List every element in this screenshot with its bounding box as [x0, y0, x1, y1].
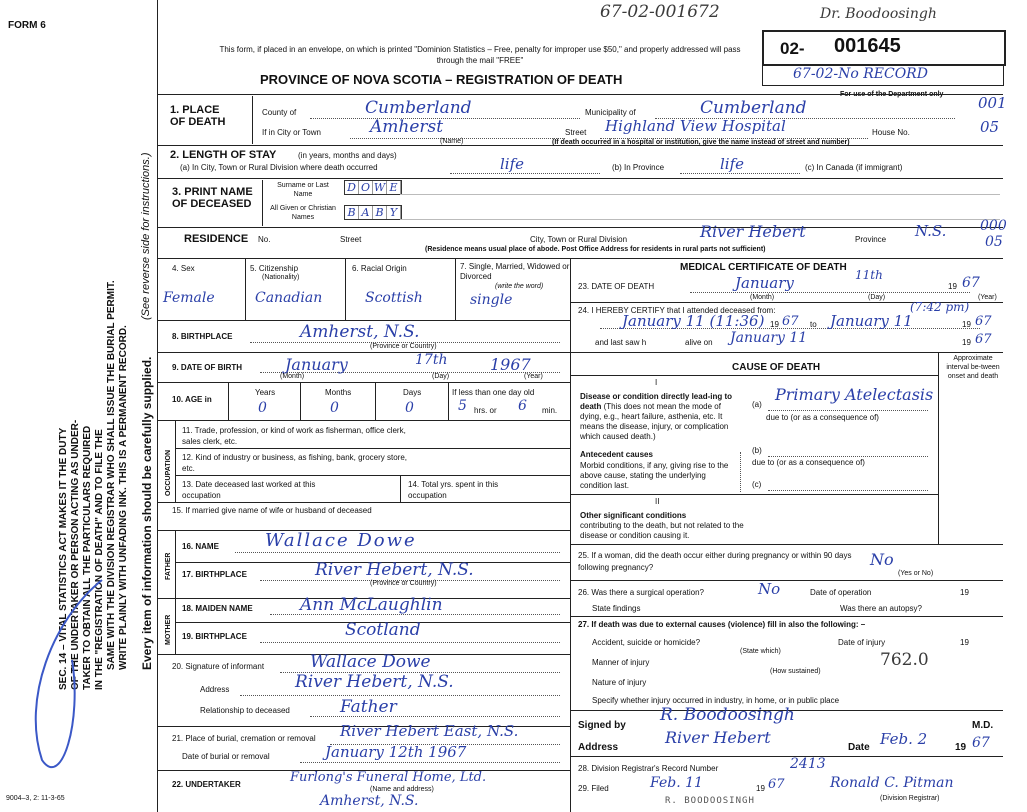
direct-cause-rest: (This does not mean the mode of dying, e.g., heart failure, asthenia, etc. It means the disease, injury, or complication which caused death.) — [580, 402, 729, 441]
state-which: (State which) — [740, 648, 781, 655]
f-name-label: 16. NAME — [182, 542, 219, 551]
age-mins: 6 — [518, 398, 527, 414]
to-label: to — [810, 320, 817, 329]
county-value: Cumberland — [365, 98, 472, 118]
occupation-side-label: OCCUPATION — [165, 449, 172, 496]
side-text-b: OF THE UNDERTAKER OR PERSON ACTING AS UNDER- — [70, 419, 81, 690]
registrar-label: (Division Registrar) — [880, 795, 940, 802]
code-001: 001 — [978, 94, 1007, 112]
alive-label: and last saw h — [595, 338, 647, 347]
f-birth-value: River Hebert, N.S. — [315, 560, 474, 580]
autopsy-label: Was there an autopsy? — [840, 604, 922, 613]
dob-day: 17th — [415, 352, 448, 368]
burial-date-label: Date of burial or removal — [182, 752, 270, 761]
res-city-value: River Hebert — [700, 222, 806, 241]
residence-note: (Residence means usual place of abode. Post Office Address for residents in rural parts not sufficient) — [425, 246, 766, 253]
cause-i: I — [655, 378, 658, 387]
burial-value: River Hebert East, N.S. — [340, 722, 519, 740]
side-text-g: Every item of information should be carefully supplied. — [140, 356, 154, 670]
manner-label: Manner of injury — [592, 658, 650, 667]
q11-label: 11. Trade, profession, or kind of work as fisherman, office clerk, sales clerk, etc. — [182, 426, 406, 446]
signer-stamp: R. BOODOOSINGH — [665, 796, 755, 806]
code-762: 762.0 — [880, 650, 929, 670]
q14-label: 14. Total yrs. spent in this occupation — [408, 480, 499, 500]
side-text-c: TAKER TO OBTAIN ALL THE PARTICULARS REQUIRED — [82, 425, 93, 690]
cause-b-label: (b) — [752, 446, 762, 455]
filed-yr: 67 — [768, 777, 785, 792]
q25-label: 25. If a woman, did the death occur either during pregnancy or within 90 days following pregnancy? — [578, 551, 852, 572]
dod-month-lbl: (Month) — [750, 294, 775, 301]
direct-cause-bold: Disease or condition directly lead-ing to death — [580, 392, 733, 411]
undertaker-addr: Amherst, N.S. — [320, 793, 419, 809]
code-05: 05 — [980, 118, 1000, 136]
q23-label: 23. DATE OF DEATH — [578, 282, 655, 291]
municipality-value: Cumberland — [700, 98, 807, 118]
rel-value: Father — [340, 697, 397, 717]
side-text-e: SAME WITH THE DIVISION REGISTRAR WHO SHALL ISSUE THE BURIAL PERMIT. — [106, 280, 117, 670]
stay-label: 2. LENGTH OF STAY — [170, 149, 277, 161]
mail-notice: This form, if placed in an envelope, on which is printed "Dominion Statistics – Free, penalty for improper use $50," and properly addressed will pass through the mail "FREE" — [219, 45, 741, 65]
age-years: 0 — [258, 400, 267, 416]
q27-label: 27. If death was due to external causes (violence) fill in also the following: – — [578, 620, 866, 629]
reg-prefix: 02- — [780, 39, 805, 58]
med-title: MEDICAL CERTIFICATE OF DEATH — [680, 262, 847, 273]
given-cells — [344, 205, 402, 220]
dob-year: 1967 — [490, 355, 531, 374]
burial-label: 21. Place of burial, cremation or removal — [172, 734, 316, 743]
due-b: due to (or as a consequence of) — [752, 458, 865, 467]
birthplace-value: Amherst, N.S. — [300, 322, 420, 342]
cause-title: CAUSE OF DEATH — [732, 362, 821, 373]
op-19: 19 — [960, 588, 969, 597]
top-handwritten-name: Dr. Boodoosingh — [820, 6, 937, 22]
q26-label: 26. Was there a surgical operation? — [578, 588, 704, 597]
inf-addr-value: River Hebert, N.S. — [295, 672, 454, 692]
surname-cell: W — [373, 181, 386, 194]
m-name-label: 18. MAIDEN NAME — [182, 604, 253, 613]
city-name-sub: (Name) — [440, 138, 464, 145]
municipality-label: Municipality of — [585, 108, 636, 117]
age-hrs: 5 — [458, 398, 467, 414]
side-text-a: SEC. 14 – VITAL STATISTICS ACT MAKES IT THE DUTY — [58, 427, 69, 690]
form-title: PROVINCE OF NOVA SCOTIA – REGISTRATION OF DEATH — [260, 72, 623, 87]
given-cell: Y — [387, 206, 401, 219]
inf-value: Wallace Dowe — [310, 652, 431, 672]
sig-address-label: Address — [578, 742, 619, 753]
alive-label2: alive on — [685, 338, 713, 347]
print-code: 9004–3, 2: 11-3-65 — [6, 795, 65, 802]
q26-value: No — [758, 580, 781, 598]
cit-label: 5. Citizenship — [250, 264, 299, 273]
state-findings: State findings — [592, 604, 641, 613]
res-street-label: Street — [340, 235, 362, 244]
margin-scribble — [12, 560, 122, 780]
antecedent-bold: Antecedent causes — [580, 450, 653, 459]
stay-a-value: life — [500, 155, 525, 173]
cause-c-label: (c) — [752, 480, 762, 489]
q24-label: 24. I HEREBY CERTIFY that I attended deceased from: — [578, 306, 776, 315]
house-label: House No. — [872, 128, 910, 137]
birthplace-sub: (Province or Country) — [370, 343, 437, 350]
given-label: All Given or Christian Names — [270, 205, 336, 221]
q12-label: 12. Kind of industry or business, as fishing, bank, grocery store, etc. — [182, 453, 408, 473]
from-yr67: 67 — [782, 314, 799, 329]
f-birth-sub: (Province or Country) — [370, 580, 437, 587]
dod-day-lbl: (Day) — [868, 294, 886, 301]
inf-label: 20. Signature of informant — [172, 662, 265, 671]
antecedent-title — [580, 450, 653, 459]
time-from: (7:42 pm) — [910, 300, 970, 314]
given-cell: A — [359, 206, 373, 219]
marital-value: single — [470, 292, 513, 308]
reg-number: 001645 — [834, 35, 901, 57]
m-name-value: Ann McLaughlin — [300, 595, 443, 615]
surname-cell: E — [387, 181, 401, 194]
stay-c-label: (c) In Canada (if immigrant) — [805, 163, 903, 172]
m-birth-value: Scotland — [345, 620, 421, 640]
sex-label: 4. Sex — [172, 264, 195, 273]
undertaker-value: Furlong's Funeral Home, Ltd. — [290, 770, 487, 785]
marital-sub: (write the word) — [495, 283, 544, 290]
q25-value: No — [870, 550, 894, 569]
signer-value: R. Boodoosingh — [660, 705, 795, 725]
hrs-lbl: hrs. or — [474, 406, 497, 415]
q28-value: 2413 — [790, 756, 826, 772]
filed-19: 19 — [756, 784, 765, 793]
surname-label: Surname or Last Name — [277, 182, 329, 198]
attend-from: January 11 (11:36) — [622, 312, 765, 330]
q28-label: 28. Division Registrar's Record Number — [578, 764, 719, 773]
dob-day-lbl: (Day) — [432, 373, 450, 380]
inj-19: 19 — [960, 638, 969, 647]
res-prov-label: Province — [855, 235, 887, 244]
how-sustained: (How sustained) — [770, 668, 821, 675]
cause-ii: II — [655, 497, 660, 506]
stay-b-value: life — [720, 155, 745, 173]
alive-yr19: 19 — [962, 338, 971, 347]
street-label: Street — [565, 128, 587, 137]
dod-year-lbl: (Year) — [978, 294, 997, 301]
side-text-d: IN THE "REGISTRATION OF DEATH" AND TO FILE THE — [94, 429, 105, 690]
dod-month: January — [735, 274, 794, 292]
dod-year: 67 — [962, 275, 980, 291]
md-label: M.D. — [972, 720, 994, 731]
specify-label: Specify whether injury occurred in industry, in home, or in public place — [592, 696, 840, 705]
f-birth-label: 17. BIRTHPLACE — [182, 570, 247, 579]
inf-addr-label: Address — [200, 685, 230, 694]
form-number: FORM 6 — [8, 20, 46, 31]
months-lbl: Months — [325, 388, 352, 397]
place-label: 1. PLACE OF DEATH — [170, 104, 226, 128]
place-note: (If death occurred in a hospital or institution, give the name instead of street and number) — [552, 139, 850, 146]
rel-label: Relationship to deceased — [200, 706, 290, 715]
sig-yr: 67 — [972, 735, 990, 751]
given-cell: B — [373, 206, 387, 219]
age-months: 0 — [330, 400, 339, 416]
dod-day: 11th — [855, 268, 883, 282]
dept-box — [762, 64, 1004, 86]
mother-side-label: MOTHER — [165, 614, 172, 645]
to-yr19: 19 — [962, 320, 971, 329]
days-lbl: Days — [403, 388, 422, 397]
cit-sub: (Nationality) — [262, 274, 300, 281]
surname-cell: O — [359, 181, 373, 194]
age-label: 10. AGE in — [172, 395, 212, 404]
stay-a-label: (a) In City, Town or Rural Division where death occurred — [180, 163, 378, 172]
code-000: 000 — [980, 218, 1007, 234]
alive-value: January 11 — [730, 330, 808, 346]
res-no-label: No. — [258, 235, 271, 244]
age-days: 0 — [405, 400, 414, 416]
name-label: 3. PRINT NAME OF DECEASED — [172, 186, 253, 210]
antecedent-rest: Morbid conditions, if any, giving rise to the above cause, stating the underlying condition last. — [580, 461, 729, 490]
burial-date-value: January 12th 1967 — [325, 743, 467, 761]
registration-number-box — [762, 30, 1006, 66]
city-label: If in City or Town — [262, 128, 321, 137]
to-yr67: 67 — [975, 314, 992, 329]
sig-19: 19 — [955, 742, 967, 753]
min-lbl: min. — [542, 406, 558, 415]
undertaker-label: 22. UNDERTAKER — [172, 780, 241, 789]
other-bold: Other significant conditions — [580, 511, 687, 520]
dob-month: January — [285, 355, 348, 374]
dob-month-lbl: (Month) — [280, 373, 305, 380]
op-date-label: Date of operation — [810, 588, 872, 597]
county-label: County of — [262, 108, 297, 117]
lt-day-lbl: If less than one day old — [452, 388, 535, 397]
dept-note: 67-02-No RECORD — [793, 66, 928, 82]
surname-cell: D — [345, 181, 359, 194]
stay-sub: (in years, months and days) — [298, 151, 397, 160]
dob-year-lbl: (Year) — [524, 373, 543, 380]
stay-b-label: (b) In Province — [612, 163, 665, 172]
yes-no-lbl: (Yes or No) — [898, 570, 934, 577]
top-handwritten-number: 67-02-001672 — [600, 2, 720, 22]
q15-label: 15. If married give name of wife or husband of deceased — [172, 506, 372, 515]
side-text-f: WRITE PLAINLY WITH UNFADING INK. THIS IS A PERMANENT RECORD. — [118, 325, 129, 670]
race-label: 6. Racial Origin — [352, 264, 407, 273]
cit-value: Canadian — [255, 290, 323, 306]
street-value: Highland View Hospital — [605, 117, 786, 135]
sig-date-value: Feb. 2 — [880, 730, 928, 748]
undertaker-sub: (Name and address) — [370, 786, 434, 793]
cause-a-label: (a) — [752, 400, 762, 409]
interval-label: Approximate interval be-tween onset and death — [946, 355, 1000, 380]
res-prov-value: N.S. — [915, 222, 947, 240]
marital-label: 7. Single, Married, Widowed or Divorced — [460, 262, 570, 281]
birthplace-label: 8. BIRTHPLACE — [172, 332, 233, 341]
sex-value: Female — [163, 290, 215, 306]
q29-value: Feb. 11 — [650, 775, 703, 791]
registrar-value: Ronald C. Pitman — [830, 775, 954, 791]
years-lbl: Years — [255, 388, 276, 397]
code-05b: 05 — [985, 234, 1003, 250]
f-name-value: Wallace Dowe — [265, 530, 417, 551]
signed-label: Signed by — [578, 720, 626, 731]
injury-date-label: Date of injury — [838, 638, 886, 647]
sig-date-label: Date — [848, 742, 870, 753]
accident-label: Accident, suicide or homicide? — [592, 638, 701, 647]
side-text-h: (See reverse side for instructions.) — [140, 152, 152, 320]
residence-label: RESIDENCE — [184, 233, 249, 245]
alive-yr67: 67 — [975, 332, 992, 347]
cause-a-value: Primary Atelectasis — [775, 385, 934, 404]
attend-to: January 11 — [830, 312, 913, 330]
q13-label: 13. Date deceased last worked at this occupation — [182, 480, 316, 500]
father-side-label: FATHER — [165, 552, 172, 580]
due-a: due to (or as a consequence of) — [766, 413, 879, 422]
sig-address-value: River Hebert — [665, 728, 771, 747]
other-rest: contributing to the death, but not related to the disease or condition causing it. — [580, 521, 744, 540]
res-city-label: City, Town or Rural Division — [530, 235, 628, 244]
given-cell: B — [345, 206, 359, 219]
race-value: Scottish — [365, 290, 423, 306]
dod-yr19: 19 — [948, 282, 957, 291]
direct-cause-text — [580, 392, 740, 442]
q29-label: 29. Filed — [578, 784, 609, 793]
from-yr19: 19 — [770, 320, 779, 329]
surname-cells — [344, 180, 402, 195]
nature-label: Nature of injury — [592, 678, 647, 687]
city-value: Amherst — [370, 117, 444, 137]
m-birth-label: 19. BIRTHPLACE — [182, 632, 247, 641]
dob-label: 9. DATE OF BIRTH — [172, 363, 243, 372]
other-title — [580, 511, 686, 520]
